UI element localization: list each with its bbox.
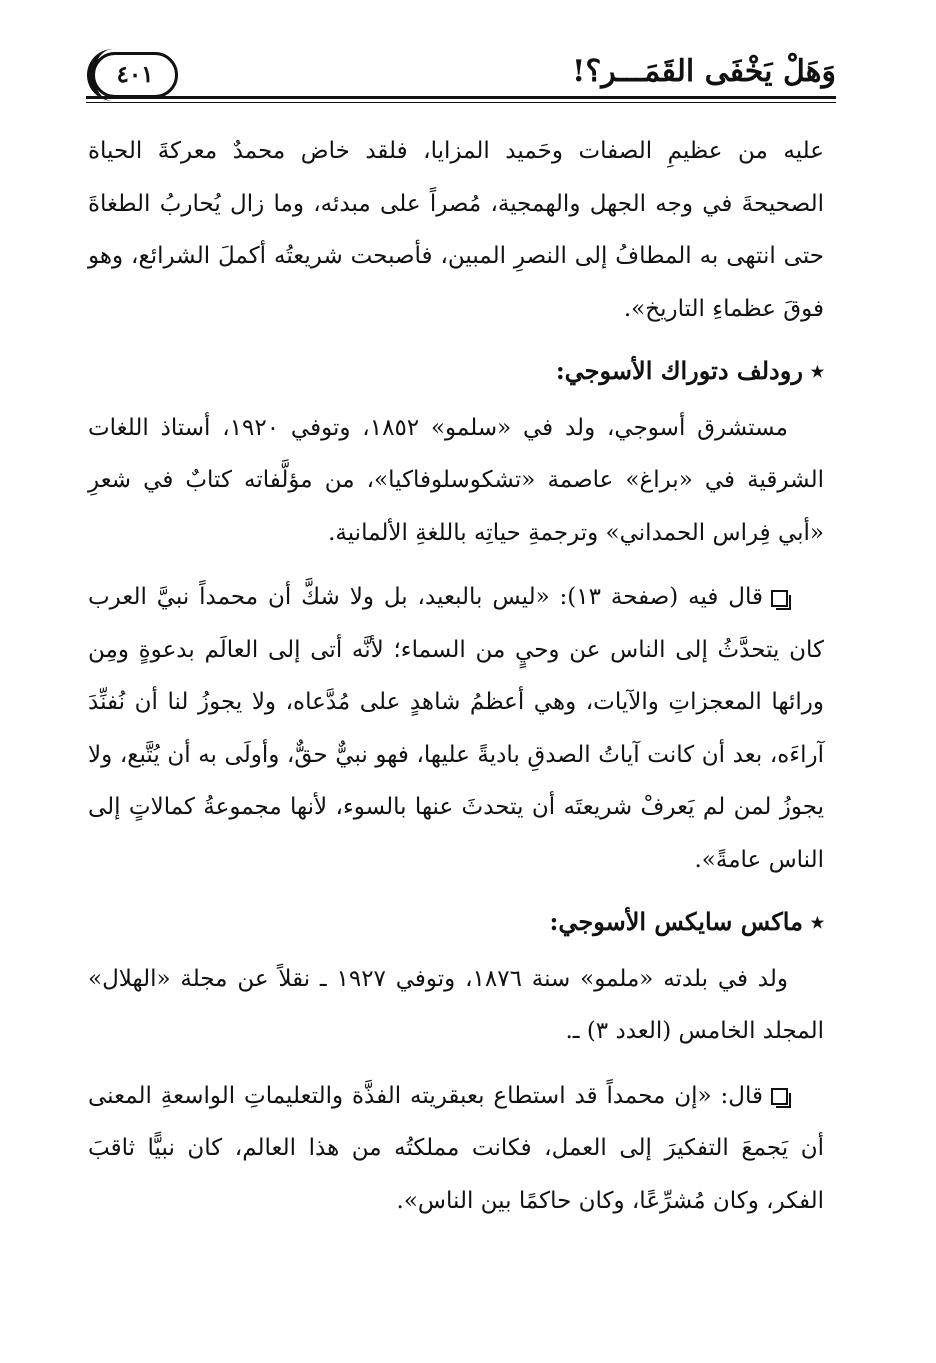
paragraph-2: مستشرق أسوجي، ولد في «سلمو» ١٨٥٢، وتوفي ١٩٢٠، أستاذ اللغات الشرقية في «براغ» عاصمة «تشكوسلوفاكيا»، من مؤلَّفاته كتابٌ في شعرِ «أبي فِراس الحمداني» وترجمةِ حياتِه باللغةِ الألمانية. xyxy=(88,414,824,546)
heading-rudolf-dvorak xyxy=(88,345,824,398)
page-number: ٤٠١ xyxy=(92,52,178,98)
paragraph-5-text: قال: «إن محمداً قد استطاع بعبقريته الفذَّة والتعليماتِ الواسعةِ المعنى أن يَجمعَ التفكيرَ إلى العمل، فكانت مملكتُه من هذا العالم، كان نبيًّا ثاقبَ الفكر، وكان مُشرِّعًا، وكان حاكمًا بين الناس». xyxy=(88,1082,824,1214)
heading-text: رودلف دتوراك الأسوجي: xyxy=(555,356,803,385)
heading-max-sykes xyxy=(88,896,824,949)
paragraph-4: ولد في بلدته «ملمو» سنة ١٨٧٦، وتوفي ١٩٢٧ ـ نقلاً عن مجلة «الهلال» المجلد الخامس (العدد ٣) ـ. xyxy=(88,965,824,1044)
paragraph-3 xyxy=(88,571,824,886)
heading-text: ماكس سايكس الأسوجي: xyxy=(549,907,803,936)
running-title: وَهَلْ يَخْفَى القَمَـــر؟! xyxy=(572,54,836,89)
header-rule-thin xyxy=(86,102,836,103)
star-bullet: ٭ xyxy=(810,356,824,385)
header-rule xyxy=(86,96,836,99)
quote-box-icon xyxy=(771,590,788,607)
page-header xyxy=(86,50,836,105)
page-body xyxy=(88,125,824,1227)
paragraph-3-text: قال فيه (صفحة ١٣): «ليس بالبعيد، بل ولا شكَّ أن محمداً نبيَّ العرب كان يتحدَّثُ إلى الناس عن وحيٍ من السماء؛ لأنَّه أتى إلى العالَم بدعوةٍ ومِن ورائها المعجزاتِ والآيات، وهي أعظمُ شاهدٍ على مُدَّعاه، ولا يجوزُ لنا أن نُفنِّدَ آراءَه، بعد أن كانت آياتُ الصدقِ باديةً عليها، فهو نبيٌّ حقٌّ، وأولَى به أن يُتَّبع، ولا يجوزُ لمن لم يَعرفْ شريعتَه أن يتحدثَ عنها بالسوء، لأنها مجموعةُ كمالاتٍ إلى الناس عامةً». xyxy=(88,584,824,873)
paragraph-5 xyxy=(88,1070,824,1228)
star-bullet: ٭ xyxy=(810,907,824,936)
quote-box-icon xyxy=(771,1088,788,1105)
paragraph-1: عليه من عظيمِ الصفات وحَميد المزايا، فلقد خاض محمدٌ معركةَ الحياة الصحيحةَ في وجه الجهل والهمجية، مُصراً على مبدئه، وما زال يُحاربُ الطغاةَ حتى انتهى به المطافُ إلى النصرِ المبين، فأصبحت شريعتُه أكملَ الشرائع، وهو فوقَ عظماءِ التاريخ». xyxy=(88,138,824,322)
